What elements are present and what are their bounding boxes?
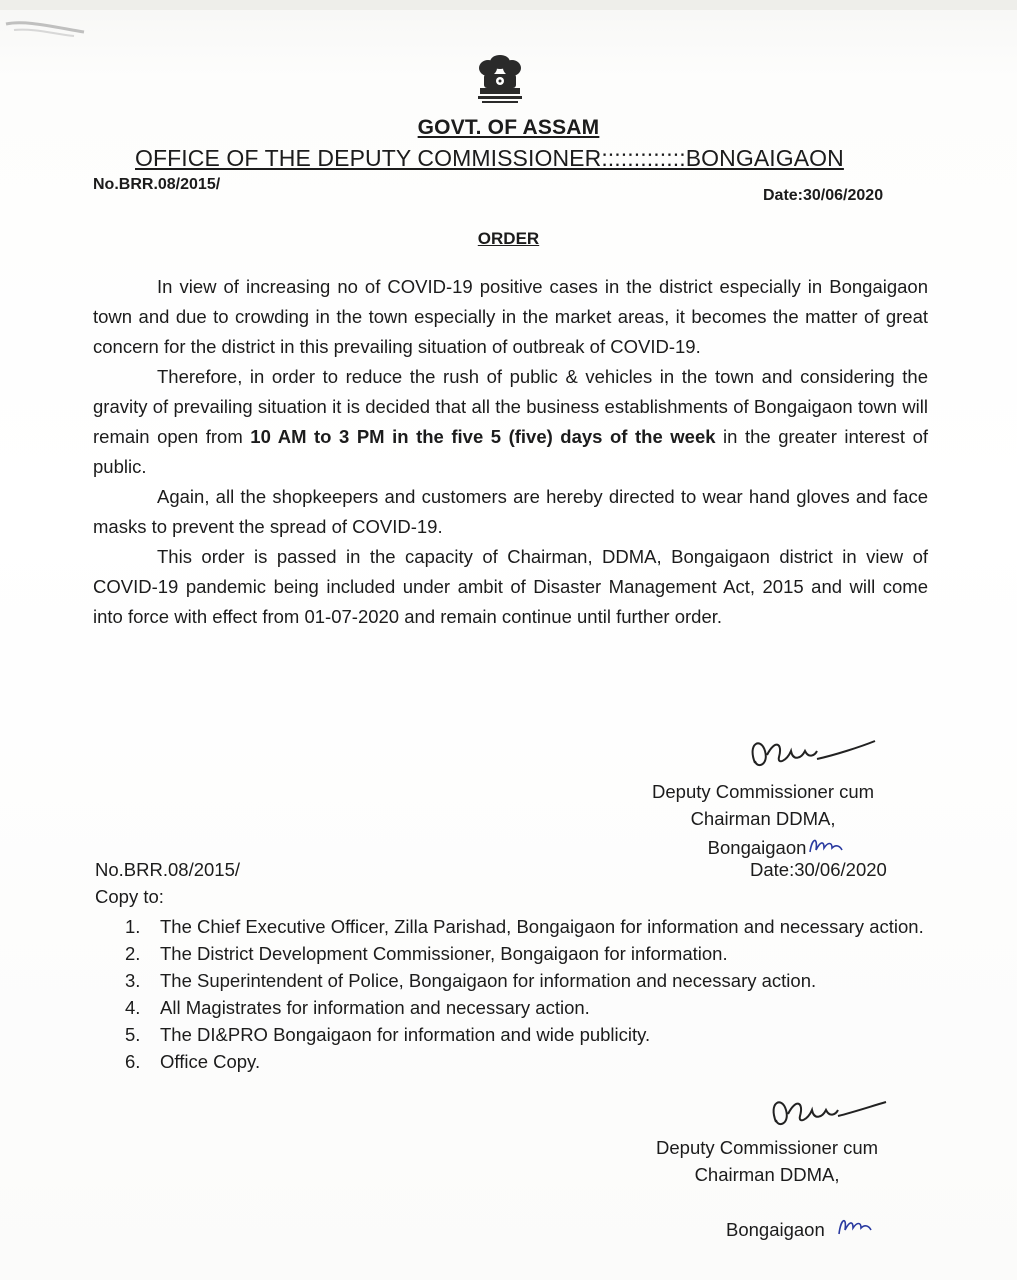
order-title: ORDER (477, 229, 540, 248)
signature-2-place-row (726, 1212, 875, 1241)
list-item-number: 1. (125, 916, 141, 937)
paragraph-2-text: Therefore, in order to reduce the rush of public & vehicles in the town and considering the gravity of prevailing situation it is decided that all the business establishments of Bongaigaon town will remain open from (93, 366, 928, 447)
list-item (125, 994, 955, 1021)
list-item (125, 1048, 955, 1075)
signature-2-chairman: Chairman DDMA, (694, 1164, 840, 1185)
signature-1-place-row (652, 832, 874, 861)
govt-heading: GOVT. OF ASSAM (417, 116, 600, 139)
scan-top-edge (0, 0, 1017, 10)
signature-2-block (656, 1134, 878, 1188)
signature-2-place: Bongaigaon (726, 1219, 825, 1240)
paragraph-2-text-end: in the greater interest of public. (93, 426, 929, 477)
list-item-text: The DI&PRO Bongaigaon for information and wide publicity. (160, 1024, 651, 1045)
list-item (125, 967, 955, 994)
list-item-text: Office Copy. (160, 1051, 261, 1072)
list-item-number: 6. (125, 1051, 141, 1072)
list-item (125, 1021, 955, 1048)
signature-1-mark (725, 725, 885, 780)
order-date: Date:30/06/2020 (763, 187, 884, 204)
reference-number: No.BRR.08/2015/ (93, 176, 221, 193)
list-item (125, 940, 955, 967)
office-heading: OFFICE OF THE DEPUTY COMMISSIONER:::::::::::::BONGAIGAON (135, 145, 844, 171)
signature-1-block (652, 778, 874, 861)
timing-highlight: 10 AM to 3 PM in the five 5 (five) days of the week (250, 426, 716, 447)
list-item-text: All Magistrates for information and necessary action. (160, 997, 590, 1018)
signature-2-title: Deputy Commissioner cum (656, 1137, 879, 1158)
list-item-text: The Superintendent of Police, Bongaigaon for information and necessary action. (160, 970, 817, 991)
list-item-number: 4. (125, 997, 141, 1018)
scan-smudge (4, 10, 99, 50)
copy-date: Date:30/06/2020 (750, 859, 887, 880)
initials-mark (806, 832, 846, 858)
list-item (125, 913, 955, 940)
signature-1-title: Deputy Commissioner cum (652, 781, 875, 802)
copy-recipients-list (125, 913, 955, 1075)
copy-to-label: Copy to: (95, 886, 164, 907)
list-item-number: 3. (125, 970, 141, 991)
initials-mark (835, 1212, 875, 1238)
list-item-number: 5. (125, 1024, 141, 1045)
list-item-text: The District Development Commissioner, Bongaigaon for information. (160, 943, 728, 964)
signature-2-mark (762, 1088, 892, 1136)
national-emblem-icon (470, 52, 530, 110)
list-item-number: 2. (125, 943, 141, 964)
order-paragraph-3: Again, all the shopkeepers and customers are hereby directed to wear hand gloves and face masks to prevent the spread of COVID-19. (93, 486, 928, 537)
order-paragraph-1: In view of increasing no of COVID-19 positive cases in the district especially in Bongaigaon town and due to crowding in the town especially in the market areas, it becomes the matter of great concern for the district in this prevailing situation of outbreak of COVID-19. (93, 276, 928, 357)
signature-1-place: Bongaigaon (707, 837, 807, 858)
order-paragraph-2 (93, 362, 928, 482)
order-paragraph-4: This order is passed in the capacity of Chairman, DDMA, Bongaigaon district in view of COVID-19 pandemic being included under ambit of Disaster Management Act, 2015 and will come into force with effect from 01-07-2020 and remain continue until further order. (93, 546, 928, 627)
signature-1-chairman: Chairman DDMA, (690, 808, 836, 829)
order-body (93, 272, 928, 632)
copy-reference-number: No.BRR.08/2015/ (95, 859, 241, 880)
list-item-text: The Chief Executive Officer, Zilla Parishad, Bongaigaon for information and necessary action. (160, 916, 924, 937)
